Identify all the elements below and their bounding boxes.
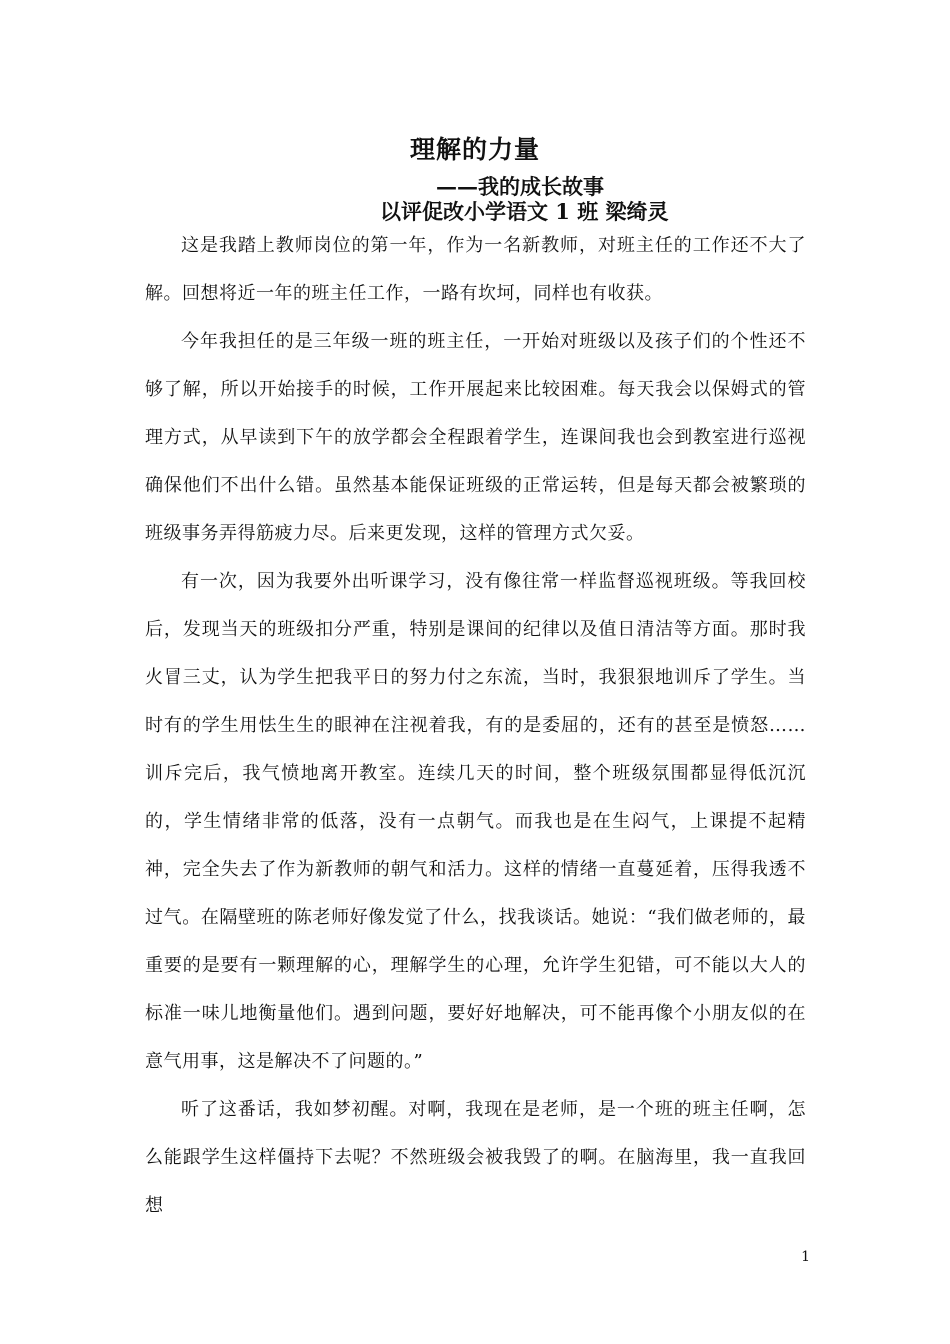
paragraph-2: 今年我担任的是三年级一班的班主任，一开始对班级以及孩子们的个性还不够了解，所以开始接手的时候，工作开展起来比较困难。每天我会以保姆式的管理方式，从早读到下午的放学都会全程跟着学生，连课间我也会到教室进行巡视确保他们不出什么错。虽然基本能保证班级的正常运转，但是每天都会被繁琐的班级事务弄得筋疲力尽。后来更发现，这样的管理方式欠妥。: [145, 331, 806, 544]
page-number: 1: [801, 1249, 810, 1265]
document-subtitle: ——我的成长故事: [436, 174, 604, 199]
author-line: 以评促改小学语文 1 班 梁绮灵: [380, 199, 669, 224]
paragraph-3: 有一次，因为我要外出听课学习，没有像往常一样监督巡视班级。等我回校后，发现当天的班级扣分严重，特别是课间的纪律以及值日清洁等方面。那时我火冒三丈，认为学生把我平日的努力付之东流，当时，我狠狠地训斥了学生。当时有的学生用怯生生的眼神在注视着我，有的是委屈的，还有的甚至是愤怒……训斥完后，我气愤地离开教室。连续几天的时间，整个班级氛围都显得低沉沉的，学生情绪非常的低落，没有一点朝气。而我也是在生闷气，上课提不起精神，完全失去了作为新教师的朝气和活力。这样的情绪一直蔓延着，压得我透不过气。在隔壁班的陈老师好像发觉了什么，找我谈话。她说：“我们做老师的，最重要的是要有一颗理解的心，理解学生的心理，允许学生犯错，可不能以大人的标准一味儿地衡量他们。遇到问题，要好好地解决，可不能再像个小朋友似的在意气用事，这是解决不了问题的。”: [145, 571, 806, 1072]
document-title: 理解的力量: [409, 135, 540, 164]
paragraph-1: 这是我踏上教师岗位的第一年，作为一名新教师，对班主任的工作还不大了解。回想将近一年的班主任工作，一路有坎坷，同样也有收获。: [145, 235, 806, 304]
paragraph-4: 听了这番话，我如梦初醒。对啊，我现在是老师，是一个班的班主任啊，怎么能跟学生这样僵持下去呢？不然班级会被我毁了的啊。在脑海里，我一直我回想: [145, 1099, 806, 1216]
document-body: [145, 222, 806, 1230]
